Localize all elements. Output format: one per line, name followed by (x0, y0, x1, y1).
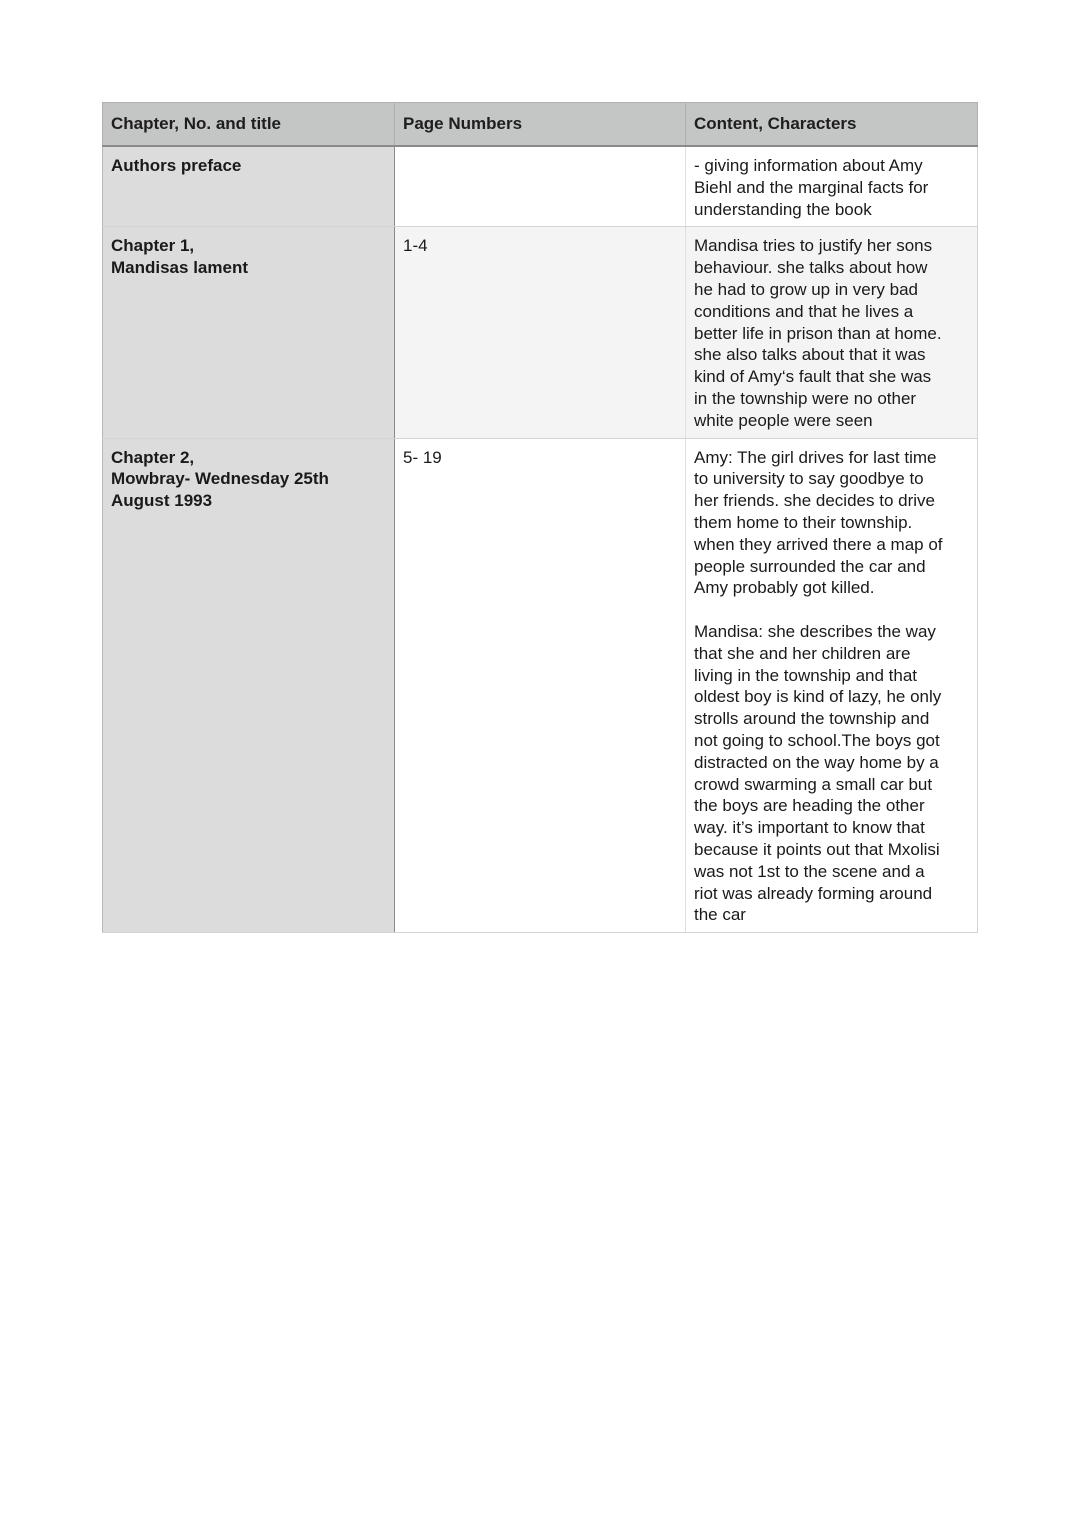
content-cell (686, 227, 978, 438)
content-line: Mandisa: she describes the way (694, 621, 936, 641)
table-row (103, 146, 978, 227)
content-line: not going to school.The boys got (694, 730, 940, 750)
content-line: Amy probably got killed. (694, 578, 875, 598)
chapter-title-line: Mowbray- Wednesday 25th (111, 469, 329, 489)
content-line: that she and her children are (694, 643, 911, 663)
content-line: in the township were no other (694, 388, 917, 408)
content-line: understanding the book (694, 199, 872, 219)
content-line: riot was already forming around (694, 883, 933, 903)
header-chapter: Chapter, No. and title (103, 103, 395, 147)
content-line: Mandisa tries to justify her sons (694, 236, 933, 256)
content-line: conditions and that he lives a (694, 301, 914, 321)
content-line: Biehl and the marginal facts for (694, 177, 929, 197)
table-row (103, 438, 978, 933)
content-line: the car (694, 905, 746, 925)
content-line: crowd swarming a small car but (694, 774, 933, 794)
chapter-title-line: August 1993 (111, 491, 213, 511)
pages-cell: 5- 19 (395, 438, 686, 933)
chapter-summary-table (102, 102, 978, 933)
pages-cell: 1-4 (395, 227, 686, 438)
content-line: was not 1st to the scene and a (694, 861, 925, 881)
content-line: the boys are heading the other (694, 796, 925, 816)
content-line: her friends. she decides to drive (694, 491, 935, 511)
content-line: them home to their township. (694, 512, 913, 532)
content-line: strolls around the township and (694, 709, 930, 729)
chapter-cell (103, 438, 395, 933)
header-content: Content, Characters (686, 103, 978, 147)
content-line: when they arrived there a map of (694, 534, 943, 554)
content-line: - giving information about Amy (694, 156, 923, 175)
paragraph-gap (694, 599, 969, 621)
content-line: behaviour. she talks about how (694, 258, 928, 278)
chapter-title-line: Chapter 2, (111, 447, 195, 467)
chapter-title-line: Chapter 1, (111, 236, 195, 256)
chapter-title-line: Mandisas lament (111, 258, 248, 278)
table-row (103, 227, 978, 438)
chapter-cell (103, 227, 395, 438)
pages-cell (395, 146, 686, 227)
content-line: Amy: The girl drives for last time (694, 447, 937, 467)
content-line: because it points out that Mxolisi (694, 839, 940, 859)
content-cell (686, 438, 978, 933)
content-line: better life in prison than at home. (694, 323, 942, 343)
content-line: white people were seen (694, 410, 873, 430)
content-line: she also talks about that it was (694, 345, 926, 365)
content-line: distracted on the way home by a (694, 752, 939, 772)
chapter-title-line: Authors preface (111, 156, 242, 175)
content-cell (686, 146, 978, 227)
content-line: he had to grow up in very bad (694, 279, 918, 299)
content-line: way. it’s important to know that (694, 818, 925, 838)
content-line: kind of Amy‘s fault that she was (694, 367, 932, 387)
header-pages: Page Numbers (395, 103, 686, 147)
content-line: living in the township and that (694, 665, 918, 685)
content-line: oldest boy is kind of lazy, he only (694, 687, 942, 707)
content-line: to university to say goodbye to (694, 469, 924, 489)
content-line: people surrounded the car and (694, 556, 926, 576)
chapter-cell (103, 146, 395, 227)
table-header-row (103, 103, 978, 147)
